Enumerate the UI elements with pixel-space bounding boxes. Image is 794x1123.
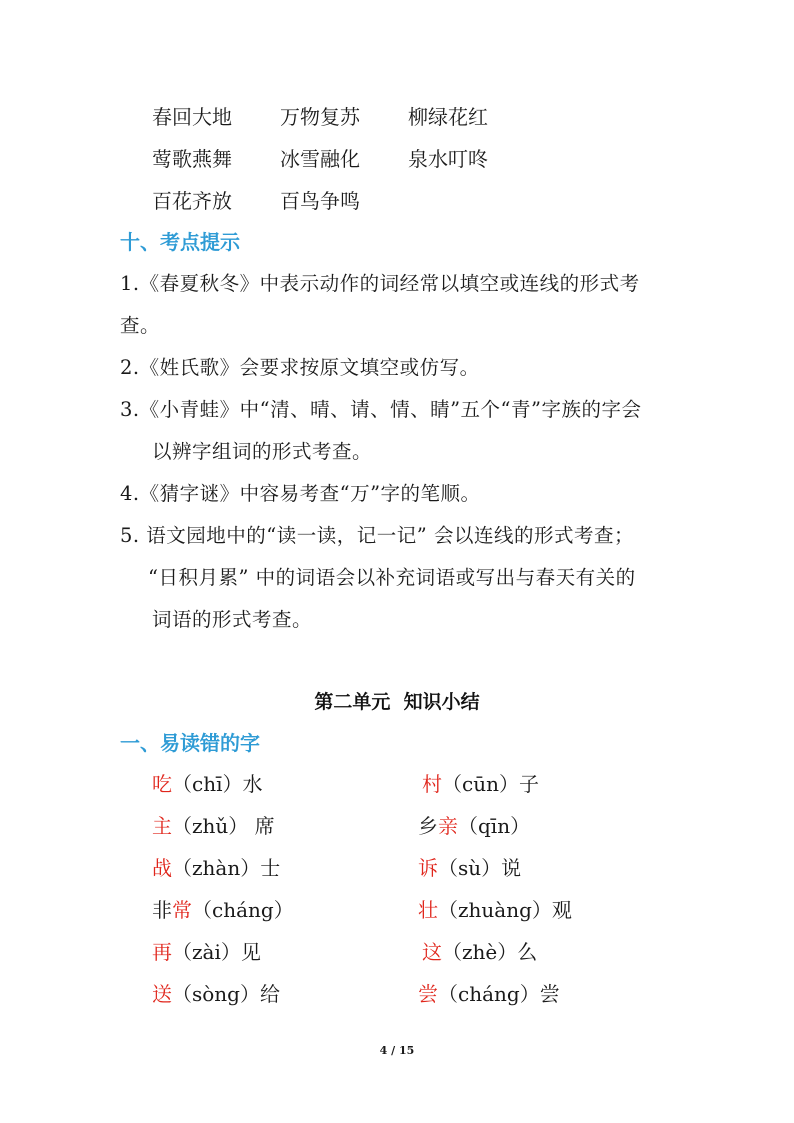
highlight-char: 常	[172, 898, 192, 922]
word: 百鸟争鸣	[280, 189, 360, 213]
tip-3-line-2: 以辨字组词的形式考查。	[152, 440, 373, 463]
word-row-3	[152, 187, 360, 215]
highlight-char: 村	[422, 772, 442, 796]
tip-3-line-1: 3.《小青蛙》中“清、晴、请、情、睛”五个“青”字族的字会	[120, 398, 642, 421]
word-row-2	[152, 145, 488, 173]
highlight-char: 亲	[438, 814, 458, 838]
char-entry: 战（zhàn）士	[152, 856, 281, 880]
word: 万物复苏	[280, 105, 360, 129]
char-entry: 非常（cháng）	[152, 898, 294, 922]
tip-5-line-1: 5. 语文园地中的“读一读，记一记” 会以连线的形式考查；	[120, 524, 634, 547]
char-entry: 壮（zhuàng）观	[418, 898, 572, 922]
tip-1-line-2: 查。	[120, 314, 161, 337]
char-entry: 尝（cháng）尝	[418, 982, 560, 1006]
word: 冰雪融化	[280, 147, 360, 171]
highlight-char: 送	[152, 982, 172, 1006]
highlight-char: 战	[152, 856, 172, 880]
word: 柳绿花红	[408, 105, 488, 129]
highlight-char: 再	[152, 940, 172, 964]
char-entry: 再（zài）见	[152, 940, 261, 964]
section-heading: 十、考点提示	[120, 230, 240, 254]
char-entry: 吃（chī）水	[152, 772, 263, 796]
highlight-char: 尝	[418, 982, 438, 1006]
word-row-1	[152, 103, 488, 131]
char-entry: 乡亲（qīn）	[418, 814, 531, 838]
highlight-char: 主	[152, 814, 172, 838]
tip-5-line-3: 词语的形式考查。	[152, 608, 313, 631]
char-entry: 村（cūn）子	[422, 772, 539, 796]
tip-5-line-2: “日积月累” 中的词语会以补充词语或写出与春天有关的	[148, 566, 636, 589]
char-entry: 送（sòng）给	[152, 982, 280, 1006]
word: 百花齐放	[152, 189, 232, 213]
highlight-char: 吃	[152, 772, 172, 796]
char-entry: 主（zhǔ） 席	[152, 814, 275, 838]
section-heading: 一、易读错的字	[120, 731, 260, 755]
page-number: 4 / 15	[379, 1044, 415, 1057]
char-entry: 诉（sù）说	[418, 856, 522, 880]
highlight-char: 这	[422, 940, 442, 964]
word: 莺歌燕舞	[152, 147, 232, 171]
word: 春回大地	[152, 105, 232, 129]
char-entry: 这（zhè）么	[422, 940, 538, 964]
unit-title: 第二单元 知识小结	[314, 691, 480, 713]
tip-2: 2.《姓氏歌》会要求按原文填空或仿写。	[120, 356, 480, 379]
highlight-char: 诉	[418, 856, 438, 880]
tip-4: 4.《猜字谜》中容易考查“万”字的笔顺。	[120, 482, 481, 505]
word: 泉水叮咚	[408, 147, 488, 171]
tip-1-line-1: 1.《春夏秋冬》中表示动作的词经常以填空或连线的形式考	[120, 272, 640, 295]
highlight-char: 壮	[418, 898, 438, 922]
